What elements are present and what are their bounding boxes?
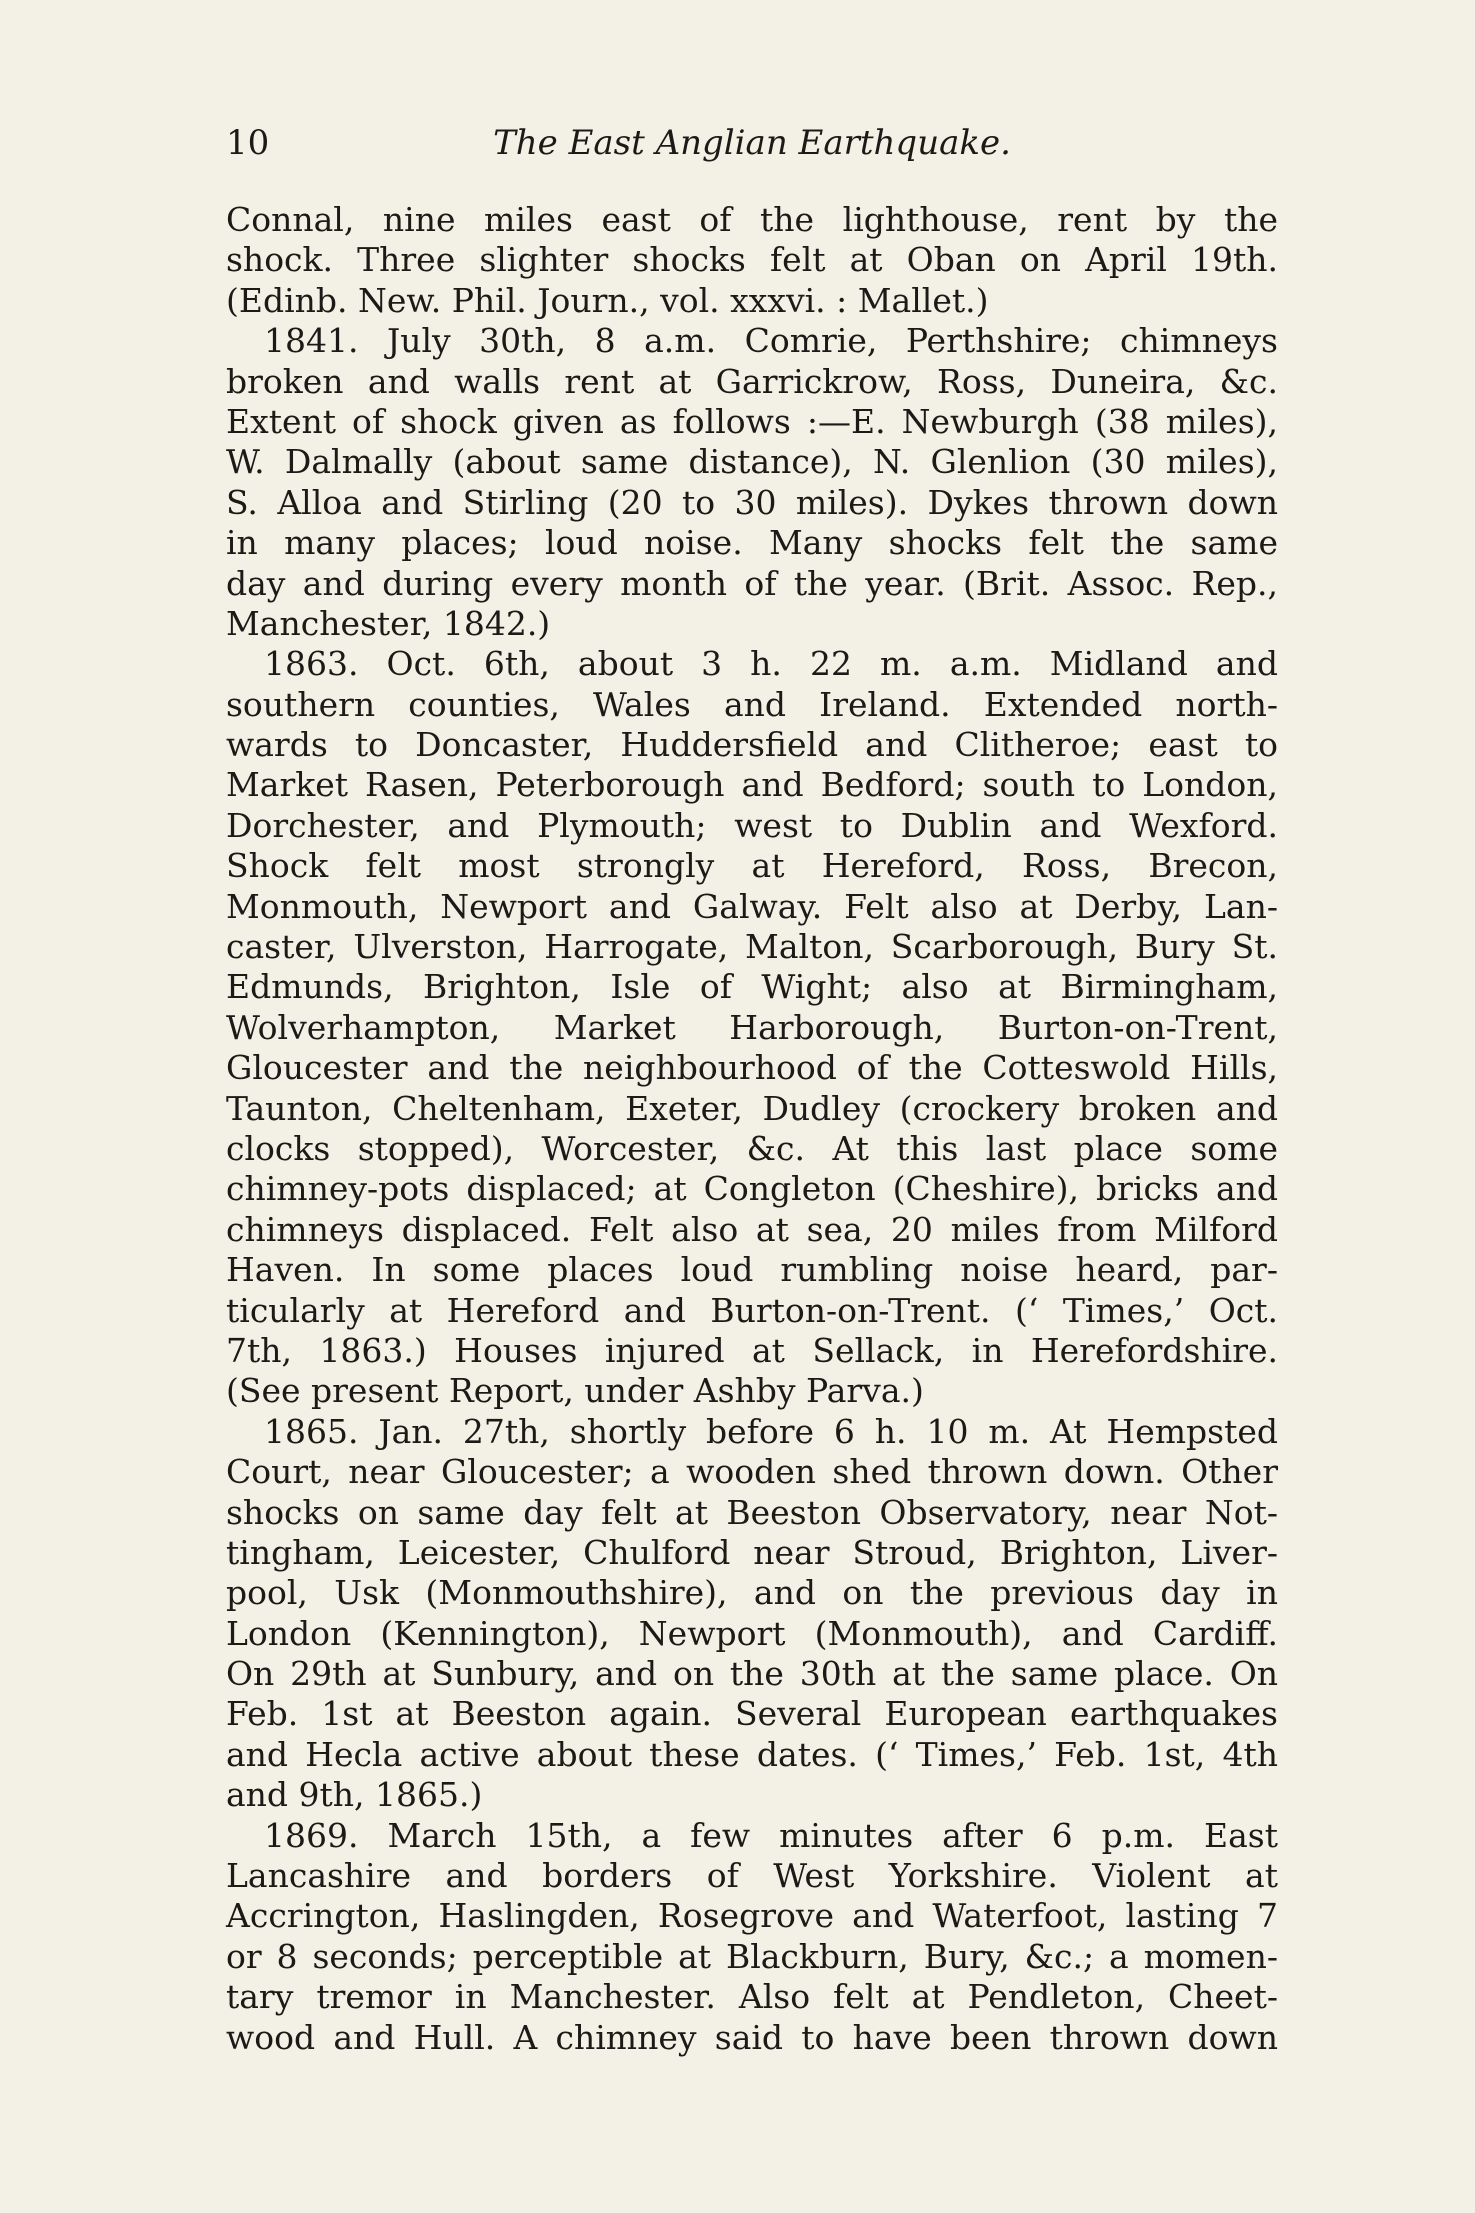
page-number: 10 xyxy=(226,123,270,163)
text-line: tingham, Leicester, Chulford near Stroud, Brighton, Liver- xyxy=(226,1532,1278,1572)
text-line: day and during every month of the year. (Brit. Assoc. Rep., xyxy=(226,563,1278,603)
body-text xyxy=(226,200,1278,2058)
text-line: Extent of shock given as follows :—E. Newburgh (38 miles), xyxy=(226,401,1278,441)
text-line: pool, Usk (Monmouthshire), and on the previous day in xyxy=(226,1573,1278,1613)
running-title: The East Anglian Earthquake. xyxy=(493,123,1011,163)
text-line: Wolverhampton, Market Harborough, Burton-on-Trent, xyxy=(226,1007,1278,1047)
paragraph xyxy=(226,1816,1278,2058)
text-line: Feb. 1st at Beeston again. Several European earthquakes xyxy=(226,1694,1278,1734)
text-line: and 9th, 1865.) xyxy=(226,1775,483,1815)
text-line: caster, Ulverston, Harrogate, Malton, Scarborough, Bury St. xyxy=(226,927,1278,967)
text-line: chimneys displaced. Felt also at sea, 20 miles from Milford xyxy=(226,1209,1278,1249)
text-line: ticularly at Hereford and Burton-on-Trent. (‘ Times,’ Oct. xyxy=(226,1290,1278,1330)
text-line: wood and Hull. A chimney said to have been thrown down xyxy=(226,2017,1278,2057)
text-line: Court, near Gloucester; a wooden shed thrown down. Other xyxy=(226,1452,1278,1492)
text-line: (See present Report, under Ashby Parva.) xyxy=(226,1371,924,1411)
text-line: Gloucester and the neighbourhood of the Cotteswold Hills, xyxy=(226,1048,1278,1088)
text-line: On 29th at Sunbury, and on the 30th at the same place. On xyxy=(226,1654,1278,1694)
text-line: wards to Doncaster, Huddersfield and Clitheroe; east to xyxy=(226,725,1278,765)
text-line: Lancashire and borders of West Yorkshire. Violent at xyxy=(226,1856,1278,1896)
text-line: Connal, nine miles east of the lighthouse, rent by the xyxy=(226,200,1278,239)
text-line: in many places; loud noise. Many shocks felt the same xyxy=(226,523,1278,563)
text-line: Shock felt most strongly at Hereford, Ross, Brecon, xyxy=(226,846,1278,886)
text-line: shock. Three slighter shocks felt at Oban on April 19th. xyxy=(226,240,1278,280)
text-line: or 8 seconds; perceptible at Blackburn, Bury, &c.; a momen- xyxy=(226,1936,1278,1976)
text-line: 7th, 1863.) Houses injured at Sellack, in Herefordshire. xyxy=(226,1330,1278,1370)
text-line: London (Kennington), Newport (Monmouth), and Cardiff. xyxy=(226,1613,1278,1653)
text-line: broken and walls rent at Garrickrow, Ross, Duneira, &c. xyxy=(226,361,1278,401)
text-line: 1841. July 30th, 8 a.m. Comrie, Perthshire; chimneys xyxy=(264,321,1278,361)
text-line: S. Alloa and Stirling (20 to 30 miles). Dykes thrown down xyxy=(226,482,1278,522)
paragraph xyxy=(226,200,1278,321)
text-line: southern counties, Wales and Ireland. Extended north- xyxy=(226,684,1278,724)
paragraph xyxy=(226,321,1278,644)
text-line: Dorchester, and Plymouth; west to Dublin and Wexford. xyxy=(226,805,1278,845)
text-line: 1869. March 15th, a few minutes after 6 p.m. East xyxy=(264,1815,1278,1855)
text-line: W. Dalmally (about same distance), N. Glenlion (30 miles), xyxy=(226,442,1278,482)
page-header xyxy=(226,118,1278,168)
text-line: Taunton, Cheltenham, Exeter, Dudley (crockery broken and xyxy=(226,1088,1278,1128)
text-line: 1865. Jan. 27th, shortly before 6 h. 10 m. At Hempsted xyxy=(264,1411,1278,1451)
text-line: clocks stopped), Worcester, &c. At this last place some xyxy=(226,1128,1278,1168)
text-line: Market Rasen, Peterborough and Bedford; south to London, xyxy=(226,765,1278,805)
text-line: 1863. Oct. 6th, about 3 h. 22 m. a.m. Midland and xyxy=(264,644,1278,684)
paragraph xyxy=(226,1412,1278,1816)
text-line: Edmunds, Brighton, Isle of Wight; also at Birmingham, xyxy=(226,967,1278,1007)
text-line: tary tremor in Manchester. Also felt at Pendleton, Cheet- xyxy=(226,1977,1278,2017)
text-line: Monmouth, Newport and Galway. Felt also at Derby, Lan- xyxy=(226,886,1278,926)
paragraph xyxy=(226,644,1278,1411)
text-line: Manchester, 1842.) xyxy=(226,603,551,643)
text-line: Accrington, Haslingden, Rosegrove and Waterfoot, lasting 7 xyxy=(226,1896,1278,1936)
text-line: chimney-pots displaced; at Congleton (Cheshire), bricks and xyxy=(226,1169,1278,1209)
text-line: shocks on same day felt at Beeston Observatory, near Not- xyxy=(226,1492,1278,1532)
text-line: Haven. In some places loud rumbling noise heard, par- xyxy=(226,1250,1278,1290)
text-line: (Edinb. New. Phil. Journ., vol. xxxvi. : Mallet.) xyxy=(226,280,989,320)
text-line: and Hecla active about these dates. (‘ Times,’ Feb. 1st, 4th xyxy=(226,1734,1278,1774)
